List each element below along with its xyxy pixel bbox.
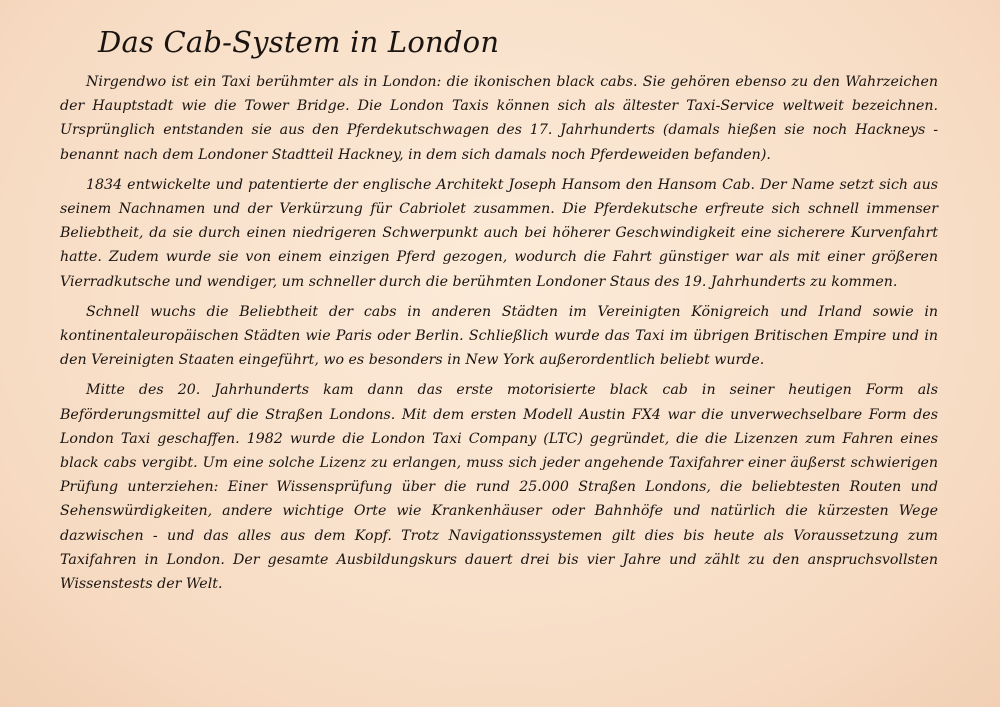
document-title: Das Cab-System in London	[98, 25, 500, 59]
paragraph-3: Schnell wuchs die Beliebtheit der cabs in anderen Städten im Vereinigten Königreich und Irland sowie in kontinentaleuropäischen Städten wie Paris oder Berlin. Schließlich wurde das Taxi im übrigen Britischen Empire und in den Vereinigten Staaten eingeführt, wo es besonders in New York außerordentlich beliebt wurde.	[60, 303, 938, 369]
paragraph-4: Mitte des 20. Jahrhunderts kam dann das erste motorisierte black cab in seiner heutigen Form als Beförderungsmittel auf die Straßen Londons. Mit dem ersten Modell Austin FX4 war die unverwechselbare Form des London Taxi geschaffen. 1982 wurde die London Taxi Company (LTC) gegründet, die die Lizenzen zum Fahren eines black cabs vergibt. Um eine solche Lizenz zu erlangen, muss sich jeder angehende Taxifahrer einer äußerst schwierigen Prüfung unterziehen: Einer Wissensprüfung über die rund 25.000 Straßen Londons, die beliebtesten Routen und Sehenswürdigkeiten, andere wichtige Orte wie Krankenhäuser oder Bahnhöfe und natürlich die kürzesten Wege dazwischen - und das alles aus dem Kopf. Trotz Navigationssystemen gilt dies bis heute als Voraussetzung zum Taxifahren in London. Der gesamte Ausbildungskurs dauert drei bis vier Jahre und zählt zu den anspruchsvollsten Wissenstests der Welt.	[60, 382, 938, 593]
paragraph-1: Nirgendwo ist ein Taxi berühmter als in London: die ikonischen black cabs. Sie gehören ebenso zu den Wahrzeichen der Hauptstadt wie die Tower Bridge. Die London Taxis können sich als ältester Taxi-Service weltweit bezeichnen. Ursprünglich entstanden sie aus den Pferdekutschwagen des 17. Jahrhunderts (damals hießen sie noch Hackneys - benannt nach dem Londoner Stadtteil Hackney, in dem sich damals noch Pferdeweiden befanden).	[60, 74, 938, 163]
paragraph-2: 1834 entwickelte und patentierte der englische Architekt Joseph Hansom den Hansom Cab. Der Name setzt sich aus seinem Nachnamen und der Verkürzung für Cabriolet zusammen. Die Pferdekutsche erfreute sich schnell immenser Beliebtheit, da sie durch einen niedrigeren Schwerpunkt auch bei höherer Geschwindigkeit eine sicherere Kurvenfahrt hatte. Zudem wurde sie von einem einzigen Pferd gezogen, wodurch die Fahrt günstiger war als mit einer größeren Vierradkutsche und wendiger, um schneller durch die berühmten Londoner Staus des 19. Jahrhunderts zu kommen.	[60, 176, 938, 290]
